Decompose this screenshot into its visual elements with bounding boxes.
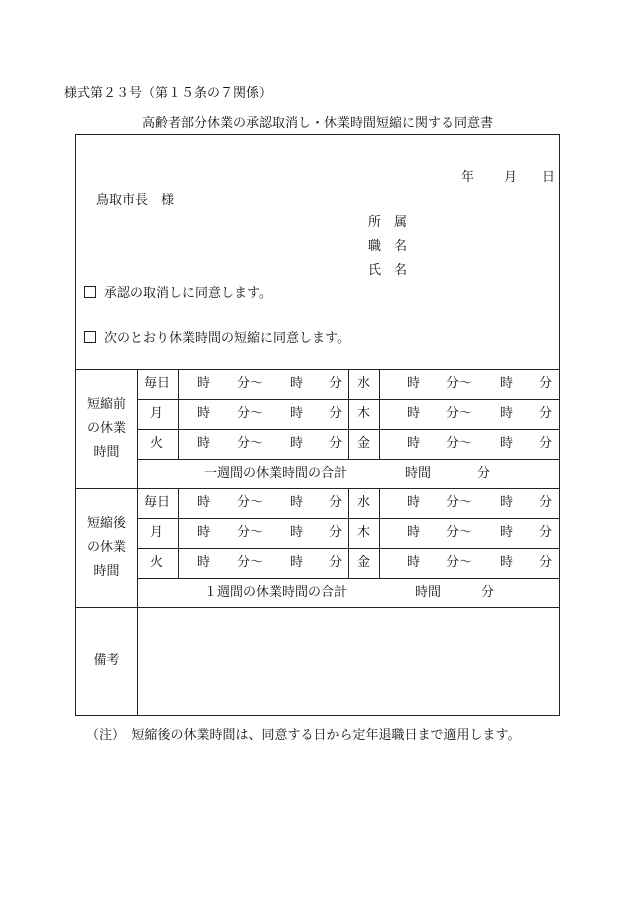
minute-unit: 分: [329, 436, 343, 451]
hour-unit: 時: [290, 495, 304, 510]
affiliation-label: 所 属: [368, 215, 408, 230]
table-row: [137, 429, 559, 459]
hour-unit: 時: [500, 555, 514, 570]
minute-from-unit: 分～: [446, 525, 473, 540]
minute-unit: 分: [539, 436, 553, 451]
table-row: [137, 369, 559, 400]
section-after-grid: [137, 488, 559, 607]
table-row: [137, 399, 559, 430]
day-label: 毎日: [144, 376, 171, 391]
minute-from-unit: 分～: [237, 495, 264, 510]
hour-unit: 時: [407, 555, 421, 570]
section-after-shortening: [76, 488, 559, 608]
minute-from-unit: 分～: [237, 555, 264, 570]
hour-unit: 時: [407, 406, 421, 421]
hour-unit: 時: [290, 406, 304, 421]
day-label: 木: [357, 406, 371, 421]
hour-unit: 時: [407, 436, 421, 451]
table-row: [137, 488, 559, 519]
hour-unit: 時: [290, 525, 304, 540]
date-month-label: 月: [504, 170, 518, 185]
hour-unit: 時: [407, 376, 421, 391]
hour-unit: 時: [407, 495, 421, 510]
hour-unit: 時: [500, 436, 514, 451]
hour-unit: 時: [500, 406, 514, 421]
position-label: 職 名: [368, 239, 408, 254]
minute-unit: 分: [539, 495, 553, 510]
hour-unit: 時: [407, 525, 421, 540]
minute-unit: 分: [539, 376, 553, 391]
weekly-total-label: １週間の休業時間の合計: [204, 585, 348, 600]
minute-unit: 分: [329, 406, 343, 421]
weekly-total-row: [137, 459, 559, 488]
total-hours-unit: 時間: [415, 585, 442, 600]
hour-unit: 時: [500, 495, 514, 510]
option-shorten-label: 次のとおり休業時間の短縮に同意します。: [104, 331, 350, 346]
total-minutes-unit: 分: [477, 466, 491, 481]
remarks-label: 備考: [76, 607, 138, 715]
hour-unit: 時: [290, 376, 304, 391]
weekly-total-row: [137, 578, 559, 607]
minute-from-unit: 分～: [237, 436, 264, 451]
addressee: 鳥取市長 様: [96, 193, 175, 208]
section-before-shortening: [76, 369, 559, 489]
option-cancel-label: 承認の取消しに同意します。: [104, 286, 272, 301]
minute-unit: 分: [329, 495, 343, 510]
section-after-label: [76, 488, 138, 607]
minute-from-unit: 分～: [237, 406, 264, 421]
name-label: 氏 名: [368, 263, 408, 278]
day-label: 月: [150, 525, 164, 540]
minute-from-unit: 分～: [446, 376, 473, 391]
option-shorten-hours[interactable]: [84, 327, 350, 346]
hour-unit: 時: [197, 376, 211, 391]
day-label: 毎日: [144, 495, 171, 510]
day-label: 火: [150, 555, 164, 570]
document-title: 高齢者部分休業の承認取消し・休業時間短縮に関する同意書: [141, 116, 493, 131]
date-day-label: 日: [542, 170, 556, 185]
day-label: 金: [357, 436, 371, 451]
remarks-section: [76, 607, 559, 715]
minute-from-unit: 分～: [237, 376, 264, 391]
day-label: 水: [357, 495, 371, 510]
hour-unit: 時: [500, 376, 514, 391]
section-before-label-line: の休業: [86, 420, 126, 436]
minute-unit: 分: [539, 406, 553, 421]
minute-from-unit: 分～: [446, 406, 473, 421]
weekly-total-label: 一週間の休業時間の合計: [204, 466, 348, 481]
day-label: 木: [357, 525, 371, 540]
minute-unit: 分: [329, 555, 343, 570]
hour-unit: 時: [290, 555, 304, 570]
minute-unit: 分: [329, 376, 343, 391]
day-label: 水: [357, 376, 371, 391]
hour-unit: 時: [197, 555, 211, 570]
hour-unit: 時: [197, 436, 211, 451]
total-hours-unit: 時間: [405, 466, 432, 481]
hour-unit: 時: [197, 495, 211, 510]
section-after-label-line: 短縮後: [86, 515, 126, 531]
section-before-label-line: 時間: [93, 444, 120, 460]
checkbox-cancel-approval[interactable]: [84, 286, 96, 298]
table-row: [137, 518, 559, 549]
hour-unit: 時: [197, 525, 211, 540]
section-after-label-line: の休業: [86, 539, 126, 555]
date-year-label: 年: [461, 170, 475, 185]
minute-from-unit: 分～: [446, 495, 473, 510]
form-number: 様式第２３号（第１５条の７関係）: [64, 86, 273, 101]
footnote: （注） 短縮後の休業時間は、同意する日から定年退職日まで適用します。: [86, 728, 521, 743]
minute-unit: 分: [539, 555, 553, 570]
day-label: 火: [150, 436, 164, 451]
hour-unit: 時: [500, 525, 514, 540]
minute-unit: 分: [329, 525, 343, 540]
remarks-field[interactable]: [137, 607, 559, 715]
form-header: [76, 135, 559, 370]
section-before-label: [76, 369, 138, 488]
total-minutes-unit: 分: [481, 585, 495, 600]
table-row: [137, 548, 559, 578]
minute-from-unit: 分～: [446, 436, 473, 451]
section-before-label-line: 短縮前: [86, 396, 126, 412]
minute-from-unit: 分～: [237, 525, 264, 540]
hour-unit: 時: [290, 436, 304, 451]
minute-unit: 分: [539, 525, 553, 540]
hour-unit: 時: [197, 406, 211, 421]
checkbox-shorten-hours[interactable]: [84, 331, 96, 343]
option-cancel-approval[interactable]: [84, 282, 272, 301]
day-label: 金: [357, 555, 371, 570]
minute-from-unit: 分～: [446, 555, 473, 570]
consent-form: [75, 134, 560, 716]
section-before-grid: [137, 369, 559, 488]
day-label: 月: [150, 406, 164, 421]
section-after-label-line: 時間: [93, 563, 120, 579]
